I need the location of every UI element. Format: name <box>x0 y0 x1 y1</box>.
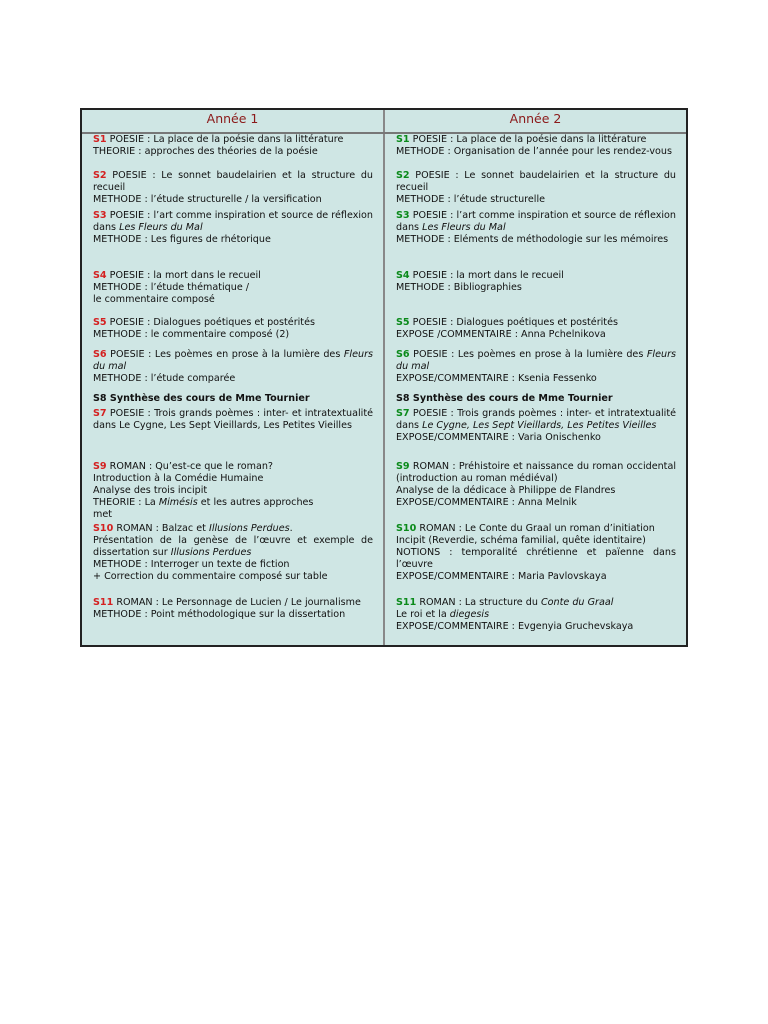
session-s1 <box>396 134 676 158</box>
italic-title: Conte du Graal <box>540 597 614 608</box>
session-tag: S10 <box>396 523 417 534</box>
session-line: S4 POESIE : la mort dans le recueil <box>93 270 261 281</box>
session-line: + Correction du commentaire composé sur table <box>93 571 328 582</box>
italic-title: Illusions Perdues <box>170 547 252 558</box>
session-heading <box>93 393 373 405</box>
session-s11 <box>396 597 676 633</box>
column-year-1 <box>82 134 385 645</box>
session-tag: S1 <box>93 134 107 145</box>
session-line: Analyse des trois incipit <box>93 485 208 496</box>
session-line: METHODE : Point méthodologique sur la dissertation <box>93 609 346 620</box>
session-line: METHODE : Organisation de l’année pour les rendez-vous <box>396 146 672 157</box>
session-line: NOTIONS : temporalité chrétienne et païenne dans l’œuvre <box>396 547 676 570</box>
session-tag: S9 <box>396 461 410 472</box>
session-tag: S11 <box>93 597 114 608</box>
italic-title: Le Cygne, Les Sept Vieillards, Les Petites Vieilles <box>422 420 657 431</box>
session-heading <box>396 393 676 405</box>
italic-title: Mimésis <box>158 497 198 508</box>
session-line: S3 POESIE : l’art comme inspiration et source de réflexion dans Les Fleurs du Mal <box>93 210 373 233</box>
session-line: EXPOSE/COMMENTAIRE : Ksenia Fessenko <box>396 373 597 384</box>
session-line: METHODE : l’étude thématique / <box>93 282 249 293</box>
session-line: S4 POESIE : la mort dans le recueil <box>396 270 564 281</box>
session-line: EXPOSE/COMMENTAIRE : Varia Onischenko <box>396 432 601 443</box>
session-line: S10 ROMAN : Le Conte du Graal un roman d’initiation <box>396 523 655 534</box>
session-s2 <box>93 170 373 206</box>
session-line: le commentaire composé <box>93 294 215 305</box>
session-tag: S5 <box>93 317 107 328</box>
session-line: METHODE : Interroger un texte de fiction <box>93 559 290 570</box>
session-tag: S3 <box>93 210 107 221</box>
header-year-2: Année 2 <box>509 111 562 126</box>
session-s9 <box>93 461 373 521</box>
session-line: S7 POESIE : Trois grands poèmes : inter- et intratextualité dans Le Cygne, Les Sept Vieillards, Les Petites Vieilles <box>396 408 676 431</box>
session-line: METHODE : Eléments de méthodologie sur les mémoires <box>396 234 669 245</box>
session-line: Incipit (Reverdie, schéma familial, quête identitaire) <box>396 535 646 546</box>
session-tag: S7 <box>396 408 410 419</box>
session-line: S5 POESIE : Dialogues poétiques et postérités <box>93 317 315 328</box>
session-s3 <box>93 210 373 246</box>
session-line: METHODE : l’étude structurelle / la versification <box>93 194 322 205</box>
year-1-entries <box>93 134 373 642</box>
session-s4 <box>396 270 676 294</box>
session-tag: S10 <box>93 523 114 534</box>
column-year-2 <box>385 134 686 645</box>
session-tag: S9 <box>93 461 107 472</box>
session-line: S6 POESIE : Les poèmes en prose à la lumière des Fleurs du mal <box>396 349 677 372</box>
italic-title: Illusions Perdues <box>208 523 290 534</box>
session-line: EXPOSE/COMMENTAIRE : Evgenyia Gruchevskaya <box>396 621 634 632</box>
session-s5 <box>396 317 676 341</box>
session-line: S10 ROMAN : Balzac et Illusions Perdues. <box>93 523 293 534</box>
session-s1 <box>93 134 373 158</box>
session-line: METHODE : Bibliographies <box>396 282 522 293</box>
session-line: METHODE : l’étude structurelle <box>396 194 546 205</box>
session-line: THEORIE : La Mimésis et les autres approches <box>93 497 314 508</box>
session-tag: S7 <box>93 408 107 419</box>
session-line: S7 POESIE : Trois grands poèmes : inter- et intratextualité dans Le Cygne, Les Sept Vieillards, Les Petites Vieilles <box>93 408 373 431</box>
header-year-1: Année 1 <box>82 110 385 132</box>
session-line: Analyse de la dédicace à Philippe de Flandres <box>396 485 616 496</box>
session-s6 <box>396 349 676 385</box>
session-line: S9 ROMAN : Qu’est-ce que le roman? <box>93 461 273 472</box>
session-tag: S2 <box>396 170 410 181</box>
session-line: S3 POESIE : l’art comme inspiration et source de réflexion dans Les Fleurs du Mal <box>396 210 676 233</box>
italic-title: Les Fleurs du Mal <box>422 222 506 233</box>
session-line: S1 POESIE : La place de la poésie dans la littérature <box>396 134 647 145</box>
italic-title: Fleurs du mal <box>396 349 677 372</box>
session-s3 <box>396 210 676 246</box>
session-line: met <box>93 509 113 520</box>
session-line: EXPOSE/COMMENTAIRE : Anna Melnik <box>396 497 577 508</box>
table-body <box>82 134 686 645</box>
session-line: S6 POESIE : Les poèmes en prose à la lumière des Fleurs du mal <box>93 349 374 372</box>
session-line: METHODE : Les figures de rhétorique <box>93 234 271 245</box>
session-s2 <box>396 170 676 206</box>
session-line: METHODE : le commentaire composé (2) <box>93 329 290 340</box>
session-tag: S1 <box>396 134 410 145</box>
session-s10 <box>93 523 373 583</box>
schedule-table <box>80 108 688 647</box>
session-tag: S6 <box>93 349 107 360</box>
session-line: Le roi et la diegesis <box>396 609 490 620</box>
session-line: S11 ROMAN : Le Personnage de Lucien / Le journalisme <box>93 597 361 608</box>
session-line: S1 POESIE : La place de la poésie dans la littérature <box>93 134 344 145</box>
year-2-entries <box>396 134 676 642</box>
session-line: THEORIE : approches des théories de la poésie <box>93 146 318 157</box>
italic-title: Les Fleurs du Mal <box>119 222 203 233</box>
session-tag: S4 <box>396 270 410 281</box>
session-line: S9 ROMAN : Préhistoire et naissance du roman occidental (introduction au roman médiéval) <box>396 461 676 484</box>
session-tag: S2 <box>93 170 107 181</box>
session-line: S5 POESIE : Dialogues poétiques et postérités <box>396 317 618 328</box>
session-s7 <box>396 408 676 444</box>
session-s11 <box>93 597 373 621</box>
session-tag: S5 <box>396 317 410 328</box>
table-header <box>82 110 686 134</box>
session-line: S11 ROMAN : La structure du Conte du Graal <box>396 597 614 608</box>
session-line: S2 POESIE : Le sonnet baudelairien et la structure du recueil <box>93 170 373 193</box>
session-s7 <box>93 408 373 432</box>
session-tag: S3 <box>396 210 410 221</box>
session-line: METHODE : l’étude comparée <box>93 373 236 384</box>
session-line: Présentation de la genèse de l’œuvre et exemple de dissertation sur Illusions Perdues <box>93 535 373 558</box>
session-s9 <box>396 461 676 509</box>
session-s5 <box>93 317 373 341</box>
session-s10 <box>396 523 676 583</box>
italic-title: Fleurs du mal <box>93 349 374 372</box>
session-tag: S4 <box>93 270 107 281</box>
session-tag: S11 <box>396 597 417 608</box>
session-line: EXPOSE /COMMENTAIRE : Anna Pchelnikova <box>396 329 606 340</box>
session-line: EXPOSE/COMMENTAIRE : Maria Pavlovskaya <box>396 571 607 582</box>
session-s6 <box>93 349 373 385</box>
session-line: S2 POESIE : Le sonnet baudelairien et la structure du recueil <box>396 170 676 193</box>
italic-title: diegesis <box>449 609 490 620</box>
session-line: Introduction à la Comédie Humaine <box>93 473 264 484</box>
session-s4 <box>93 270 373 306</box>
heading-text: S8 Synthèse des cours de Mme Tournier <box>93 393 310 404</box>
session-tag: S6 <box>396 349 410 360</box>
heading-text: S8 Synthèse des cours de Mme Tournier <box>396 393 613 404</box>
